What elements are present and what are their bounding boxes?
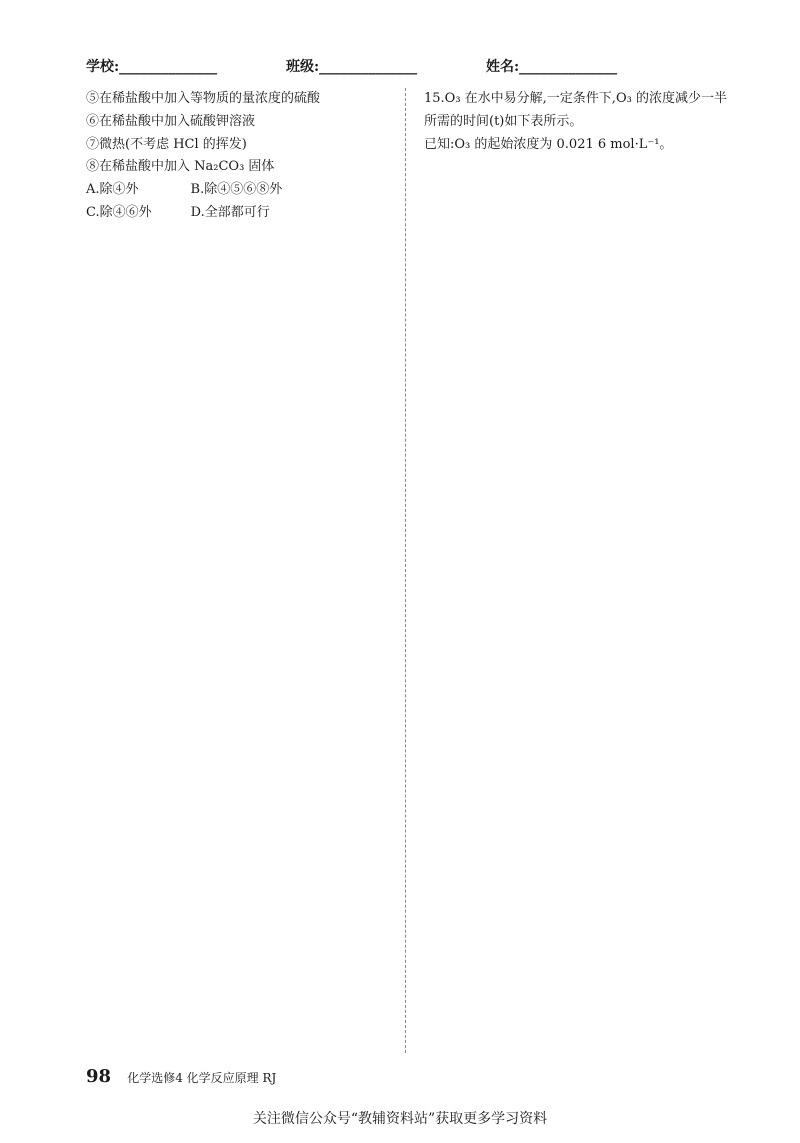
list-item: C.除④⑥外 D.全部都可行 bbox=[86, 204, 270, 220]
list-item: ⑦微热(不考虑 HCl 的挥发) bbox=[86, 136, 247, 152]
name-label: 姓名:______________ bbox=[486, 59, 618, 75]
school-label: 学校:______________ bbox=[86, 59, 218, 75]
bottom-note: 关注微信公众号“教辅资料站”获取更多学习资料 bbox=[252, 1111, 548, 1127]
list-item: ⑤在稀盐酸中加入等物质的量浓度的硫酸 bbox=[86, 91, 321, 106]
column-divider bbox=[405, 88, 406, 1053]
header bbox=[86, 56, 726, 78]
list-item: ⑥在稀盐酸中加入硫酸钾溶液 bbox=[86, 113, 256, 129]
question-15-given: 已知:O₃ 的起始浓度为 0.021 6 mol·L⁻¹。 bbox=[424, 136, 673, 152]
class-label: 班级:______________ bbox=[286, 59, 418, 75]
list-item: A.除④外 B.除④⑤⑥⑧外 bbox=[86, 182, 283, 197]
left-column bbox=[86, 88, 396, 225]
book-title: 化学选修4 化学反应原理 RJ bbox=[127, 1071, 277, 1085]
page-number: 98 bbox=[86, 1066, 112, 1087]
question-15-intro: 15.O₃ 在水中易分解,一定条件下,O₃ 的浓度减少一半所需的时间(t)如下表所示。 bbox=[424, 91, 727, 129]
right-column bbox=[424, 88, 734, 156]
list-item: ⑧在稀盐酸中加入 Na₂CO₃ 固体 bbox=[86, 159, 275, 175]
footer bbox=[86, 1066, 746, 1087]
